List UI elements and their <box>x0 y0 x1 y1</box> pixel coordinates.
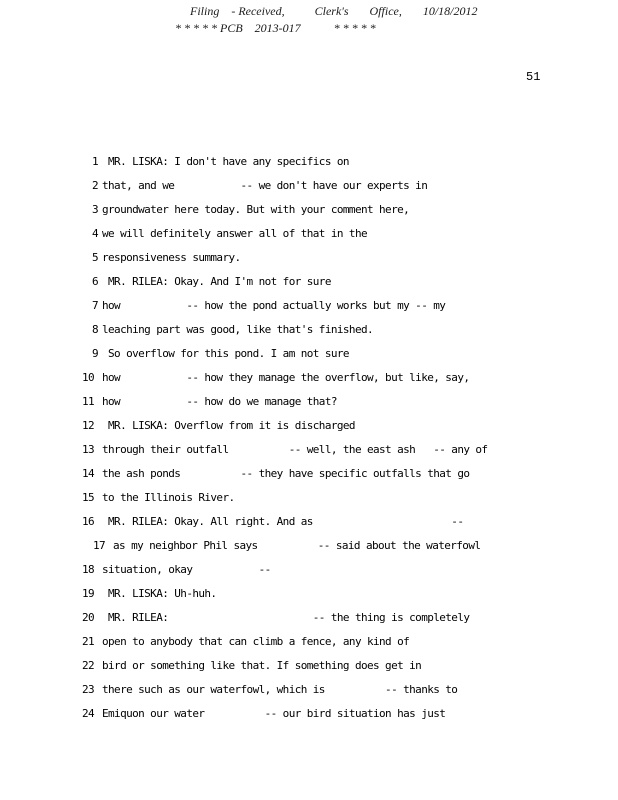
line-text: how -- how the pond actually works but my -- my <box>102 299 446 312</box>
transcript-line <box>0 297 618 321</box>
line-text: bird or something like that. If something does get in <box>102 659 422 672</box>
transcript-line <box>0 561 618 585</box>
transcript-line <box>0 585 618 609</box>
transcript-line <box>0 177 618 201</box>
line-number: 8 <box>91 323 98 336</box>
line-number: 13 <box>81 443 94 456</box>
transcript-line <box>0 465 618 489</box>
line-number: 16 <box>81 515 94 528</box>
line-text: situation, okay -- <box>102 563 271 576</box>
line-text: MR. LISKA: Overflow from it is discharged <box>102 419 355 432</box>
line-number: 24 <box>81 707 94 720</box>
transcript-body <box>0 153 618 729</box>
line-text: how -- how do we manage that? <box>102 395 337 408</box>
transcript-line <box>0 321 618 345</box>
transcript-line <box>0 369 618 393</box>
line-text: So overflow for this pond. I am not sure <box>102 347 349 360</box>
transcript-line <box>0 633 618 657</box>
transcript-line <box>0 657 618 681</box>
line-number: 21 <box>81 635 94 648</box>
line-text: we will definitely answer all of that in the <box>102 227 367 240</box>
line-number: 4 <box>91 227 98 240</box>
transcript-line <box>0 225 618 249</box>
line-text: MR. RILEA: Okay. And I'm not for sure <box>102 275 331 288</box>
transcript-line <box>0 537 618 561</box>
line-text: the ash ponds -- they have specific outfalls that go <box>102 467 470 480</box>
line-number: 12 <box>81 419 94 432</box>
line-number: 5 <box>91 251 98 264</box>
line-number: 18 <box>81 563 94 576</box>
line-number: 17 <box>92 539 105 552</box>
line-number: 2 <box>91 179 98 192</box>
line-number: 19 <box>81 587 94 600</box>
transcript-line <box>0 705 618 729</box>
line-number: 10 <box>81 371 94 384</box>
line-text: open to anybody that can climb a fence, any kind of <box>102 635 410 648</box>
page-number: 51 <box>526 70 541 84</box>
line-number: 15 <box>81 491 94 504</box>
transcript-line <box>0 345 618 369</box>
line-text: through their outfall -- well, the east ash -- any of <box>102 443 488 456</box>
line-number: 9 <box>91 347 98 360</box>
transcript-line <box>0 417 618 441</box>
line-number: 20 <box>81 611 94 624</box>
line-text: leaching part was good, like that's finished. <box>102 323 374 336</box>
transcript-line <box>0 513 618 537</box>
transcript-line <box>0 681 618 705</box>
filing-stamp-line-2: * * * * * PCB 2013-017 * * * * * <box>175 21 376 35</box>
filing-stamp-line-1: Filing - Received, Clerk's Office, 10/18/2012 <box>190 4 478 18</box>
line-number: 22 <box>81 659 94 672</box>
line-text: that, and we -- we don't have our experts in <box>102 179 428 192</box>
line-text: there such as our waterfowl, which is -- thanks to <box>102 683 458 696</box>
line-text: MR. LISKA: I don't have any specifics on <box>102 155 349 168</box>
transcript-line <box>0 273 618 297</box>
line-number: 11 <box>81 395 94 408</box>
line-text: MR. RILEA: -- the thing is completely <box>102 611 470 624</box>
line-number: 1 <box>91 155 98 168</box>
line-text: groundwater here today. But with your comment here, <box>102 203 410 216</box>
line-text: as my neighbor Phil says -- said about the waterfowl <box>113 539 481 552</box>
line-text: responsiveness summary. <box>102 251 241 264</box>
line-number: 23 <box>81 683 94 696</box>
line-text: MR. LISKA: Uh-huh. <box>102 587 217 600</box>
line-text: to the Illinois River. <box>102 491 235 504</box>
transcript-line <box>0 441 618 465</box>
transcript-line <box>0 609 618 633</box>
transcript-line <box>0 249 618 273</box>
line-text: how -- how they manage the overflow, but like, say, <box>102 371 470 384</box>
transcript-line <box>0 201 618 225</box>
line-text: Emiquon our water -- our bird situation has just <box>102 707 446 720</box>
line-number: 7 <box>91 299 98 312</box>
transcript-line <box>0 393 618 417</box>
transcript-line <box>0 153 618 177</box>
line-number: 6 <box>91 275 98 288</box>
transcript-line <box>0 489 618 513</box>
line-text: MR. RILEA: Okay. All right. And as -- <box>102 515 464 528</box>
line-number: 3 <box>91 203 98 216</box>
line-number: 14 <box>81 467 94 480</box>
